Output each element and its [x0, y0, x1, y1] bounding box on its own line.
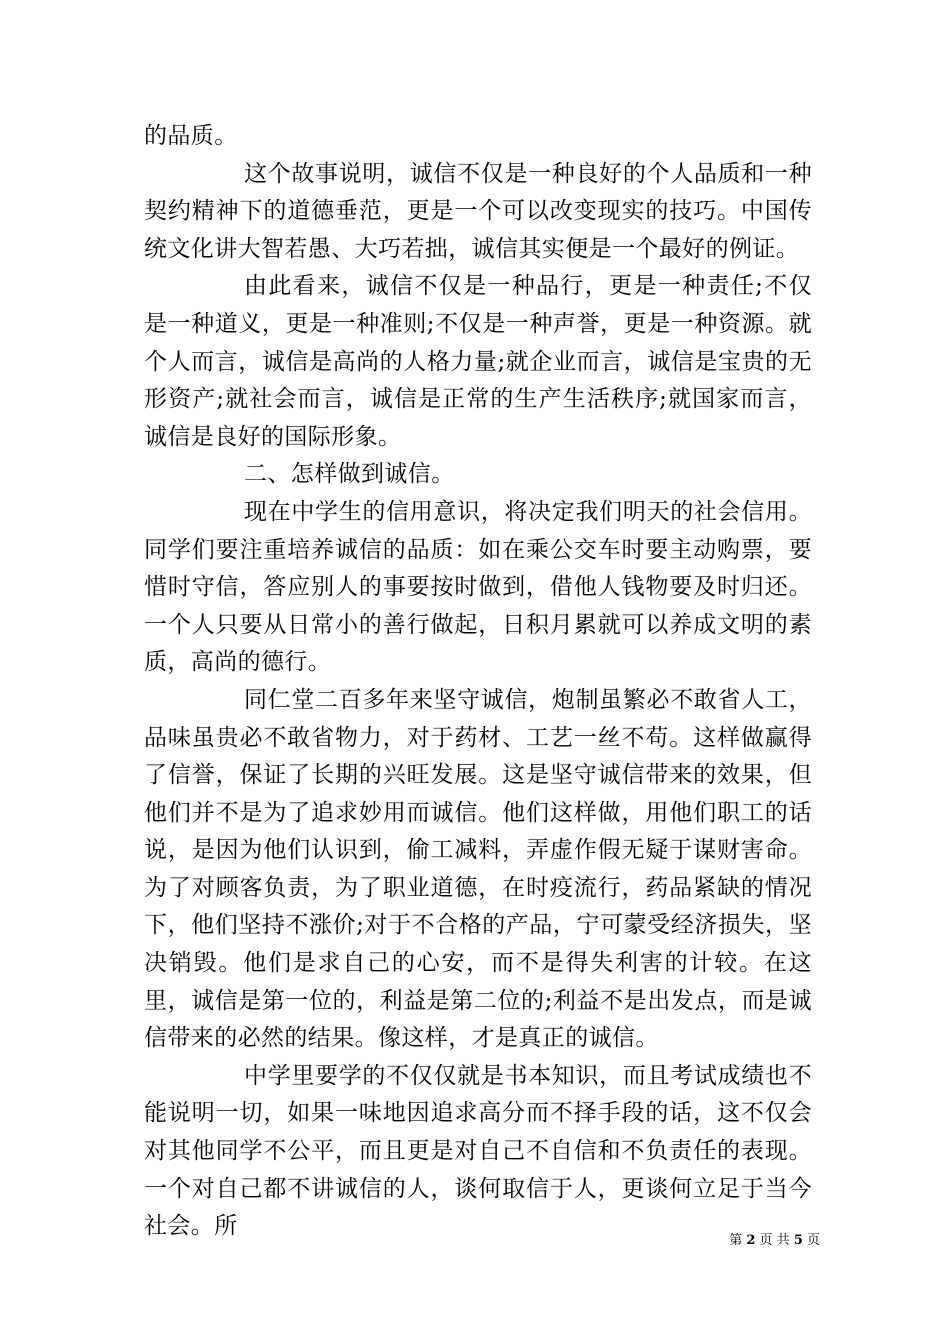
page-number-footer	[700, 1232, 820, 1250]
document-body	[144, 118, 812, 1246]
paragraph-tongrentang: 同仁堂二百多年来坚守诚信，炮制虽繁必不敢省人工，品味虽贵必不敢省物力，对于药材、工艺一丝不苟。这样做赢得了信誉，保证了长期的兴旺发展。这是坚守诚信带来的效果，但他们并不是为了追求妙用而诚信。他们这样做，用他们职工的话说，是因为他们认识到，偷工减料，弄虚作假无疑于谋财害命。为了对顾客负责，为了职业道德，在时疫流行，药品紧缺的情况下，他们坚持不涨价;对于不合格的产品，宁可蒙受经济损失，坚决销毁。他们是求自己的心安，而不是得失利害的计较。在这里，诚信是第一位的，利益是第二位的;利益不是出发点，而是诚信带来的必然的结果。像这样，才是真正的诚信。	[144, 686, 812, 1052]
paragraph-school-study: 中学里要学的不仅仅就是书本知识，而且考试成绩也不能说明一切，如果一味地因追求高分而不择手段的话，这不仅会对其他同学不公平，而且更是对自己不自信和不负责任的表现。一个对自己都不讲诚信的人，谈何取信于人，更谈何立足于当今社会。所	[144, 1062, 812, 1240]
paragraph-continuation: 的品质。	[144, 123, 238, 149]
footer-suffix: 页	[802, 1233, 820, 1248]
footer-current-page: 2	[746, 1233, 756, 1248]
paragraph-story-meaning: 这个故事说明，诚信不仅是一种良好的个人品质和一种契约精神下的道德垂范，更是一个可以改变现实的技巧。中国传统文化讲大智若愚、大巧若拙，诚信其实便是一个最好的例证。	[144, 160, 812, 262]
footer-middle: 页 共	[755, 1233, 794, 1248]
footer-total-pages: 5	[793, 1233, 803, 1248]
footer-prefix: 第	[729, 1233, 747, 1248]
paragraph-integrity-summary: 由此看来，诚信不仅是一种品行，更是一种责任;不仅是一种道义，更是一种准则;不仅是一种声誉，更是一种资源。就个人而言，诚信是高尚的人格力量;就企业而言，诚信是宝贵的无形资产;就社会而言，诚信是正常的生产生活秩序;就国家而言，诚信是良好的国际形象。	[144, 273, 812, 450]
section-heading-how-to-be-honest: 二、怎样做到诚信。	[244, 461, 455, 488]
paragraph-student-credit: 现在中学生的信用意识，将决定我们明天的社会信用。同学们要注重培养诚信的品质：如在乘公交车时要主动购票，要惜时守信，答应别人的事要按时做到，借他人钱物要及时归还。一个人只要从日常小的善行做起，日积月累就可以养成文明的素质，高尚的德行。	[144, 498, 812, 676]
